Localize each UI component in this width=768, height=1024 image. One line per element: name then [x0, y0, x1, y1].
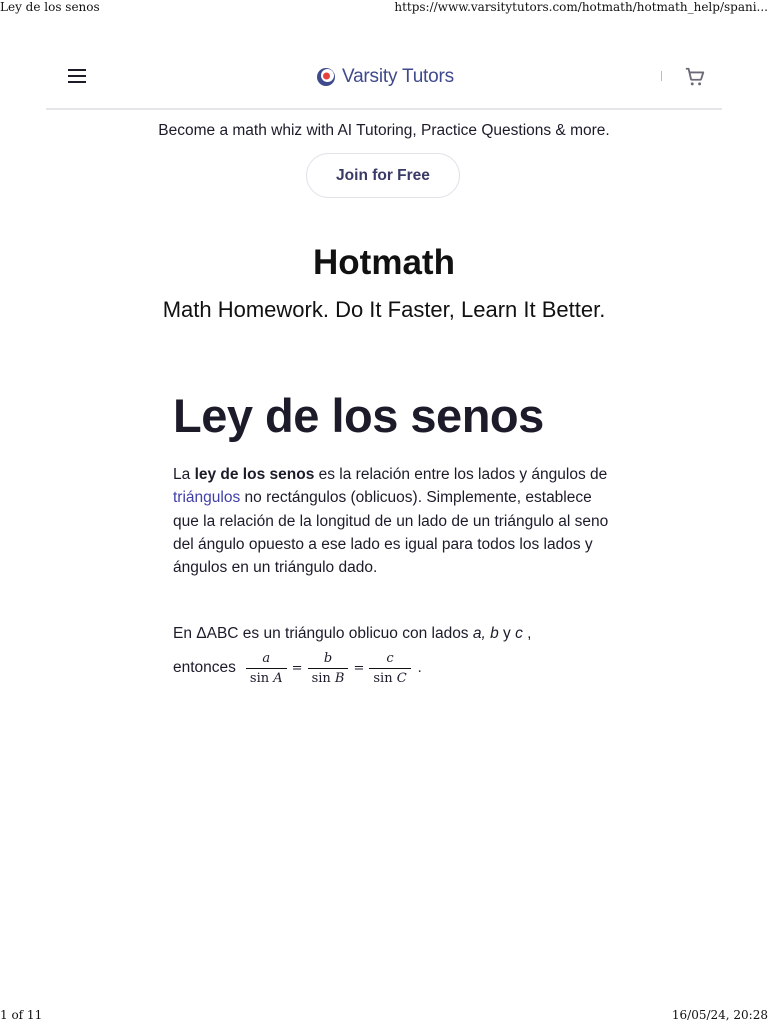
hamburger-menu-icon[interactable]	[68, 69, 86, 85]
fraction-b-over-sin-b: $\frac{b}{\text{sin B}}$	[306, 651, 351, 686]
logo-text: Varsity Tutors	[342, 66, 454, 87]
entonces-text: entonces	[173, 659, 236, 676]
site-title: Hotmath	[313, 243, 455, 282]
article-title: Ley de los senos	[173, 389, 544, 442]
print-datetime: 16/05/24, 20:28	[671, 1008, 768, 1022]
logo-mark-icon	[316, 67, 336, 87]
join-for-free-button[interactable]: Join for Free	[306, 153, 460, 198]
top-navbar	[46, 50, 722, 110]
term-ley-de-los-senos: ley de los senos	[194, 466, 315, 483]
print-header	[0, 0, 768, 16]
site-subtitle: Math Homework. Do It Faster, Learn It Better.	[162, 297, 606, 322]
triangle-sides-paragraph: En ΔABC es un triángulo oblicuo con lados a, b y c ,	[173, 625, 532, 642]
link-triangulos[interactable]: triángulos	[173, 489, 241, 507]
print-page-title: Ley de los senos	[0, 0, 100, 14]
law-of-sines-formula: $\frac{a}{\text{sin A}}$ = $\frac{b}{\text{sin B}}$ = $\frac{c}{\text{sin C}}$ .	[244, 651, 422, 686]
print-page-number: 1 of 11	[0, 1008, 43, 1022]
promo-text: Become a math whiz with AI Tutoring, Practice Questions & more.	[158, 122, 610, 139]
nav-divider	[661, 71, 662, 81]
varsity-tutors-logo[interactable]	[316, 64, 454, 90]
law-of-sines-line	[173, 648, 422, 688]
fraction-a-over-sin-a: $\frac{a}{\text{sin A}}$	[244, 651, 289, 686]
intro-paragraph: La ley de los senos es la relación entre los lados y ángulos de triángulos no rectángulos (oblicuos). Simplemente, establece que la relación de la longitud de un lado de un triángulo al seno del ángulo opuesto a ese lado es igual para todos los lados y ángulos en un triángulo dado.	[173, 466, 609, 577]
print-page-url: https://www.varsitytutors.com/hotmath/hotmath_help/spani...	[394, 0, 768, 14]
fraction-c-over-sin-c: $\frac{c}{\text{sin C}}$	[367, 651, 412, 686]
shopping-cart-icon[interactable]	[684, 66, 706, 88]
print-footer	[0, 1008, 768, 1024]
